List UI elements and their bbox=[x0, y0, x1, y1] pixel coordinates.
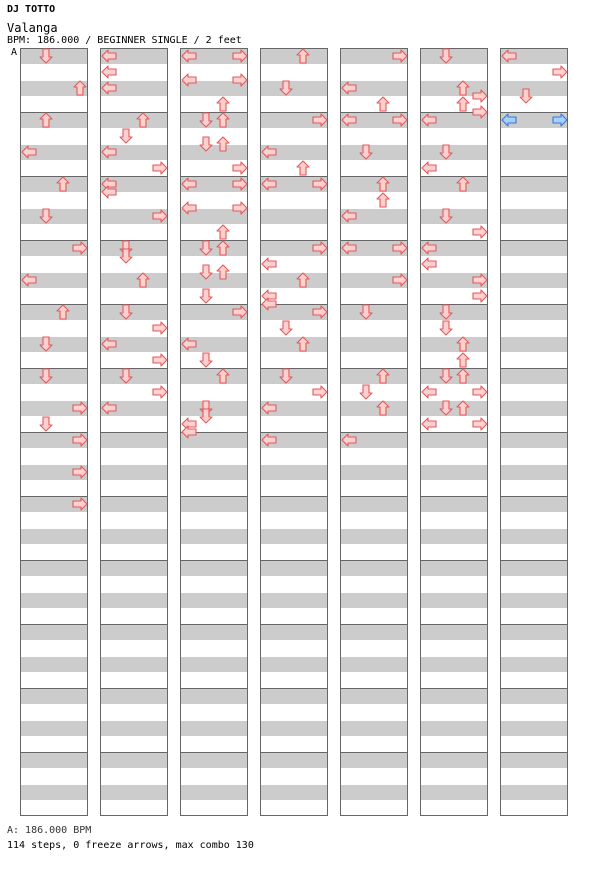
measure-stripe bbox=[180, 273, 248, 288]
measure-stripe bbox=[500, 689, 568, 704]
measure-stripe bbox=[500, 593, 568, 608]
measure-stripe bbox=[340, 753, 408, 768]
measure-stripe bbox=[500, 721, 568, 736]
measure-stripe bbox=[420, 753, 488, 768]
measure-stripe bbox=[100, 433, 168, 448]
bpm-marker-label: A bbox=[11, 47, 18, 58]
measure-stripe bbox=[420, 625, 488, 640]
measure-stripe bbox=[180, 401, 248, 416]
left-arrow-note bbox=[422, 258, 436, 270]
down-arrow-note bbox=[360, 385, 372, 399]
measure-stripe bbox=[20, 337, 88, 352]
measure-stripe bbox=[180, 625, 248, 640]
measure-stripe bbox=[500, 433, 568, 448]
measure-stripe bbox=[180, 689, 248, 704]
measure-stripe bbox=[100, 305, 168, 320]
measure-stripe bbox=[500, 497, 568, 512]
song-title: Valanga bbox=[7, 21, 58, 35]
measure-stripe bbox=[340, 561, 408, 576]
measure-stripe bbox=[20, 49, 88, 64]
measure-stripe bbox=[500, 241, 568, 256]
measure-stripe bbox=[260, 209, 328, 224]
measure-stripe bbox=[500, 273, 568, 288]
measure-stripe bbox=[500, 177, 568, 192]
measure-stripe bbox=[340, 689, 408, 704]
measure-stripe bbox=[500, 625, 568, 640]
measure-stripe bbox=[20, 753, 88, 768]
measure-stripe bbox=[20, 721, 88, 736]
measure-stripe bbox=[420, 401, 488, 416]
measure-stripe bbox=[260, 753, 328, 768]
artist-name: DJ TOTTO bbox=[7, 4, 56, 15]
measure-stripe bbox=[20, 305, 88, 320]
chart-stats: 114 steps, 0 freeze arrows, max combo 130 bbox=[7, 840, 254, 851]
up-arrow-note bbox=[457, 353, 469, 367]
measure-stripe bbox=[180, 785, 248, 800]
measure-stripe bbox=[180, 241, 248, 256]
measure-stripe bbox=[20, 689, 88, 704]
measure-stripe bbox=[500, 401, 568, 416]
bpm-legend: A: 186.000 BPM bbox=[7, 825, 92, 836]
right-arrow-note bbox=[473, 386, 487, 398]
measure-stripe bbox=[180, 465, 248, 480]
measure-stripe bbox=[260, 721, 328, 736]
measure-stripe bbox=[100, 625, 168, 640]
measure-stripe bbox=[100, 113, 168, 128]
measure-stripe bbox=[420, 433, 488, 448]
measure-stripe bbox=[500, 529, 568, 544]
right-arrow-note bbox=[473, 418, 487, 430]
down-arrow-note bbox=[120, 129, 132, 143]
measure-stripe bbox=[500, 209, 568, 224]
measure-stripe bbox=[420, 721, 488, 736]
measure-stripe bbox=[500, 305, 568, 320]
measure-stripe bbox=[20, 177, 88, 192]
measure-stripe bbox=[500, 337, 568, 352]
up-arrow-note bbox=[217, 225, 229, 239]
measure-stripe bbox=[500, 785, 568, 800]
measure-stripe bbox=[420, 593, 488, 608]
measure-stripe bbox=[180, 529, 248, 544]
down-arrow-note bbox=[440, 321, 452, 335]
measure-stripe bbox=[420, 561, 488, 576]
measure-stripe bbox=[500, 81, 568, 96]
measure-stripe bbox=[100, 721, 168, 736]
measure-stripe bbox=[180, 561, 248, 576]
measure-stripe bbox=[100, 241, 168, 256]
up-arrow-note bbox=[457, 97, 469, 111]
measure-stripe bbox=[100, 593, 168, 608]
measure-stripe bbox=[340, 177, 408, 192]
measure-stripe bbox=[100, 497, 168, 512]
measure-stripe bbox=[340, 657, 408, 672]
measure-stripe bbox=[340, 721, 408, 736]
measure-stripe bbox=[260, 369, 328, 384]
right-arrow-note bbox=[473, 290, 487, 302]
down-arrow-note bbox=[200, 353, 212, 367]
measure-stripe bbox=[180, 657, 248, 672]
measure-stripe bbox=[260, 657, 328, 672]
measure-stripe bbox=[420, 209, 488, 224]
left-arrow-note bbox=[262, 290, 276, 302]
measure-stripe bbox=[260, 593, 328, 608]
measure-stripe bbox=[260, 625, 328, 640]
measure-stripe bbox=[420, 689, 488, 704]
measure-stripe bbox=[340, 465, 408, 480]
left-arrow-note bbox=[102, 66, 116, 78]
measure-stripe bbox=[20, 529, 88, 544]
measure-stripe bbox=[500, 561, 568, 576]
measure-stripe bbox=[100, 273, 168, 288]
right-arrow-note bbox=[473, 226, 487, 238]
measure-stripe bbox=[500, 657, 568, 672]
measure-stripe bbox=[260, 81, 328, 96]
measure-stripe bbox=[20, 561, 88, 576]
measure-stripe bbox=[340, 305, 408, 320]
measure-stripe bbox=[420, 497, 488, 512]
measure-stripe bbox=[100, 657, 168, 672]
measure-stripe bbox=[100, 561, 168, 576]
left-arrow-note bbox=[422, 162, 436, 174]
down-arrow-note bbox=[280, 321, 292, 335]
measure-stripe bbox=[20, 593, 88, 608]
measure-stripe bbox=[340, 337, 408, 352]
measure-stripe bbox=[420, 305, 488, 320]
measure-stripe bbox=[340, 785, 408, 800]
measure-stripe bbox=[260, 497, 328, 512]
measure-stripe bbox=[500, 369, 568, 384]
measure-stripe bbox=[260, 465, 328, 480]
left-arrow-note bbox=[422, 418, 436, 430]
measure-stripe bbox=[420, 337, 488, 352]
measure-stripe bbox=[420, 529, 488, 544]
right-arrow-note bbox=[153, 386, 167, 398]
measure-stripe bbox=[20, 785, 88, 800]
up-arrow-note bbox=[377, 193, 389, 207]
right-arrow-note bbox=[313, 386, 327, 398]
right-arrow-note bbox=[153, 354, 167, 366]
right-arrow-note bbox=[153, 162, 167, 174]
measure-stripe bbox=[420, 785, 488, 800]
measure-stripe bbox=[420, 369, 488, 384]
measure-stripe bbox=[100, 689, 168, 704]
measure-stripe bbox=[180, 593, 248, 608]
measure-stripe bbox=[500, 465, 568, 480]
measure-stripe bbox=[20, 625, 88, 640]
measure-stripe bbox=[100, 529, 168, 544]
measure-stripe bbox=[420, 465, 488, 480]
up-arrow-note bbox=[377, 97, 389, 111]
measure-stripe bbox=[100, 465, 168, 480]
measure-stripe bbox=[420, 177, 488, 192]
chart-info: BPM: 186.000 / BEGINNER SINGLE / 2 feet bbox=[7, 35, 242, 46]
measure-stripe bbox=[180, 369, 248, 384]
measure-stripe bbox=[420, 49, 488, 64]
left-arrow-note bbox=[182, 418, 196, 430]
measure-stripe bbox=[500, 145, 568, 160]
measure-stripe bbox=[340, 145, 408, 160]
down-arrow-note bbox=[200, 289, 212, 303]
measure-stripe bbox=[180, 753, 248, 768]
measure-stripe bbox=[20, 113, 88, 128]
left-arrow-note bbox=[422, 386, 436, 398]
measure-stripe bbox=[260, 49, 328, 64]
down-arrow-note bbox=[40, 417, 52, 431]
measure-stripe bbox=[420, 657, 488, 672]
measure-stripe bbox=[340, 369, 408, 384]
right-arrow-note bbox=[233, 162, 247, 174]
measure-stripe bbox=[340, 401, 408, 416]
measure-stripe bbox=[260, 689, 328, 704]
up-arrow-note bbox=[297, 161, 309, 175]
measure-stripe bbox=[20, 209, 88, 224]
right-arrow-note bbox=[153, 322, 167, 334]
measure-stripe bbox=[260, 561, 328, 576]
measure-stripe bbox=[20, 369, 88, 384]
up-arrow-note bbox=[217, 97, 229, 111]
measure-stripe bbox=[20, 657, 88, 672]
measure-stripe bbox=[340, 593, 408, 608]
right-arrow-note bbox=[553, 66, 567, 78]
measure-stripe bbox=[100, 785, 168, 800]
measure-stripe bbox=[180, 145, 248, 160]
measure-stripe bbox=[100, 369, 168, 384]
measure-stripe bbox=[260, 529, 328, 544]
measure-stripe bbox=[340, 625, 408, 640]
measure-stripe bbox=[180, 113, 248, 128]
measure-stripe bbox=[340, 497, 408, 512]
measure-stripe bbox=[500, 753, 568, 768]
measure-stripe bbox=[260, 785, 328, 800]
measure-stripe bbox=[260, 337, 328, 352]
measure-stripe bbox=[180, 721, 248, 736]
left-arrow-note bbox=[262, 258, 276, 270]
measure-stripe bbox=[340, 529, 408, 544]
measure-stripe bbox=[180, 497, 248, 512]
measure-stripe bbox=[260, 273, 328, 288]
measure-stripe bbox=[420, 145, 488, 160]
measure-stripe bbox=[100, 753, 168, 768]
